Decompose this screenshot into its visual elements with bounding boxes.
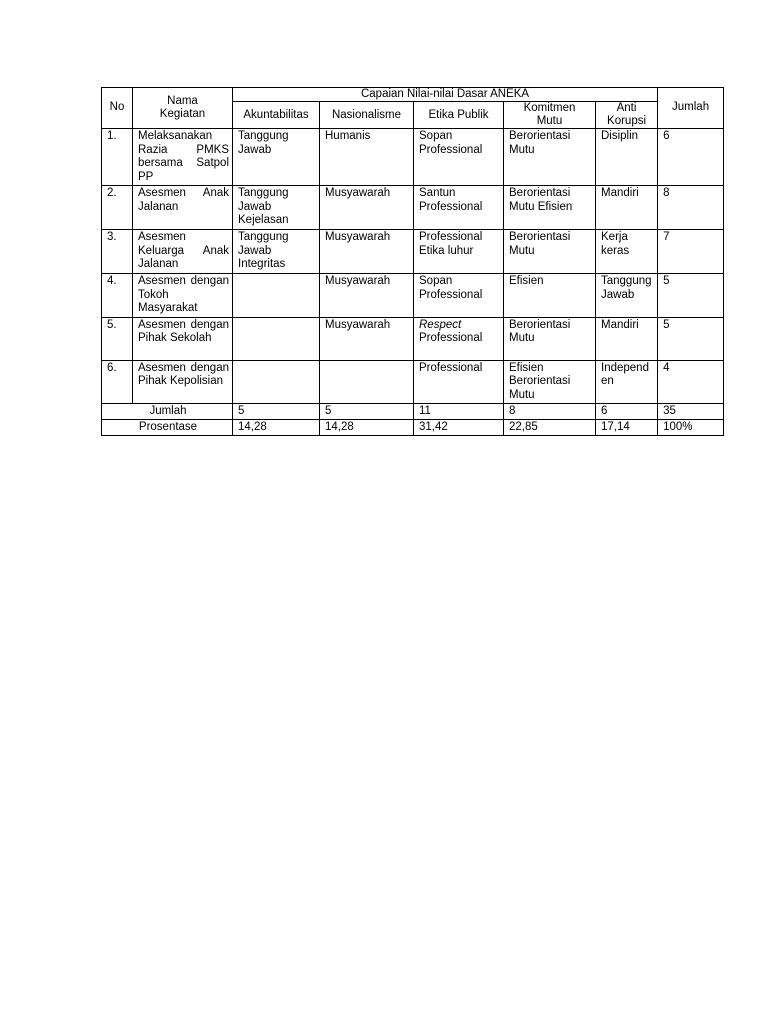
cell-nasionalisme — [320, 360, 414, 404]
cell-no: 4. — [102, 274, 133, 318]
prosentase-etika-publik: 31,42 — [414, 420, 504, 436]
cell-nasionalisme: Musyawarah — [320, 274, 414, 318]
cell-jumlah: 6 — [658, 129, 724, 186]
header-komitmen-line2: Mutu — [536, 115, 563, 127]
cell-no: 6. — [102, 360, 133, 404]
cell-anti-korupsi: Independen — [596, 360, 658, 404]
header-no: No — [102, 88, 133, 129]
cell-jumlah: 4 — [658, 360, 724, 404]
table-row — [102, 360, 724, 404]
cell-jumlah: 8 — [658, 186, 724, 230]
cell-kegiatan: Melaksanakan Razia PMKS bersama Satpol PP — [133, 129, 233, 186]
cell-komitmen-mutu: Berorientasi Mutu — [504, 230, 596, 274]
cell-jumlah: 7 — [658, 230, 724, 274]
cell-anti-korupsi: Kerja keras — [596, 230, 658, 274]
cell-no: 1. — [102, 129, 133, 186]
cell-etika-publik: Professional — [414, 360, 504, 404]
prosentase-row — [102, 420, 724, 436]
header-etika-publik: Etika Publik — [414, 102, 504, 129]
prosentase-akuntabilitas: 14,28 — [233, 420, 320, 436]
cell-akuntabilitas: Tanggung Jawab — [233, 129, 320, 186]
header-komitmen-line1: Komitmen — [523, 102, 576, 114]
cell-etika-publik — [414, 317, 504, 360]
header-nama-kegiatan — [133, 88, 233, 129]
cell-akuntabilitas — [233, 360, 320, 404]
cell-nasionalisme: Humanis — [320, 129, 414, 186]
cell-nasionalisme: Musyawarah — [320, 230, 414, 274]
jumlah-komitmen-mutu: 8 — [504, 404, 596, 420]
cell-komitmen-mutu: Berorientasi Mutu — [504, 317, 596, 360]
prosentase-komitmen-mutu: 22,85 — [504, 420, 596, 436]
jumlah-anti-korupsi: 6 — [596, 404, 658, 420]
prosentase-anti-korupsi: 17,14 — [596, 420, 658, 436]
header-capaian-group: Capaian Nilai-nilai Dasar ANEKA — [233, 88, 658, 102]
header-row-group — [102, 88, 724, 102]
cell-kegiatan: Asesmen dengan Pihak Kepolisian — [133, 360, 233, 404]
cell-jumlah: 5 — [658, 274, 724, 318]
cell-komitmen-mutu: Berorientasi Mutu Efisien — [504, 186, 596, 230]
cell-kegiatan: Asesmen Keluarga Anak Jalanan — [133, 230, 233, 274]
header-anti-line2: Korupsi — [607, 115, 647, 127]
cell-komitmen-mutu: Efisien Berorientasi Mutu — [504, 360, 596, 404]
cell-akuntabilitas — [233, 274, 320, 318]
cell-kegiatan: Asesmen dengan Pihak Sekolah — [133, 317, 233, 360]
header-akuntabilitas: Akuntabilitas — [233, 102, 320, 129]
cell-no: 3. — [102, 230, 133, 274]
header-anti-korupsi — [596, 102, 658, 129]
cell-etika-publik: Professional Etika luhur — [414, 230, 504, 274]
header-komitmen-mutu — [504, 102, 596, 129]
table-row — [102, 129, 724, 186]
cell-jumlah: 5 — [658, 317, 724, 360]
jumlah-nasionalisme: 5 — [320, 404, 414, 420]
header-jumlah: Jumlah — [658, 88, 724, 129]
cell-nasionalisme: Musyawarah — [320, 186, 414, 230]
aneka-values-table — [101, 87, 724, 436]
cell-akuntabilitas: Tanggung Jawab Kejelasan — [233, 186, 320, 230]
jumlah-etika-publik: 11 — [414, 404, 504, 420]
cell-kegiatan: Asesmen Anak Jalanan — [133, 186, 233, 230]
cell-no: 2. — [102, 186, 133, 230]
cell-anti-korupsi: Disiplin — [596, 129, 658, 186]
header-nama-line2: Kegiatan — [159, 108, 206, 120]
cell-anti-korupsi: Mandiri — [596, 186, 658, 230]
table-row — [102, 230, 724, 274]
header-nasionalisme: Nasionalisme — [320, 102, 414, 129]
etika-italic-term: Respect — [419, 318, 462, 331]
etika-term: Professional — [419, 332, 483, 344]
table-row — [102, 274, 724, 318]
cell-etika-publik: Sopan Professional — [414, 274, 504, 318]
jumlah-total: 35 — [658, 404, 724, 420]
cell-anti-korupsi: Tanggung Jawab — [596, 274, 658, 318]
cell-akuntabilitas: Tanggung Jawab Integritas — [233, 230, 320, 274]
prosentase-nasionalisme: 14,28 — [320, 420, 414, 436]
cell-komitmen-mutu: Berorientasi Mutu — [504, 129, 596, 186]
table-row — [102, 317, 724, 360]
table-row — [102, 186, 724, 230]
cell-anti-korupsi: Mandiri — [596, 317, 658, 360]
prosentase-label: Prosentase — [102, 420, 233, 436]
header-nama-line1: Nama — [167, 94, 198, 107]
cell-etika-publik: Santun Professional — [414, 186, 504, 230]
header-anti-line1: Anti — [616, 102, 637, 114]
jumlah-akuntabilitas: 5 — [233, 404, 320, 420]
cell-akuntabilitas — [233, 317, 320, 360]
cell-etika-publik: Sopan Professional — [414, 129, 504, 186]
jumlah-row — [102, 404, 724, 420]
prosentase-total: 100% — [658, 420, 724, 436]
cell-kegiatan: Asesmen dengan Tokoh Masyarakat — [133, 274, 233, 318]
cell-komitmen-mutu: Efisien — [504, 274, 596, 318]
cell-nasionalisme: Musyawarah — [320, 317, 414, 360]
cell-no: 5. — [102, 317, 133, 360]
jumlah-label: Jumlah — [102, 404, 233, 420]
